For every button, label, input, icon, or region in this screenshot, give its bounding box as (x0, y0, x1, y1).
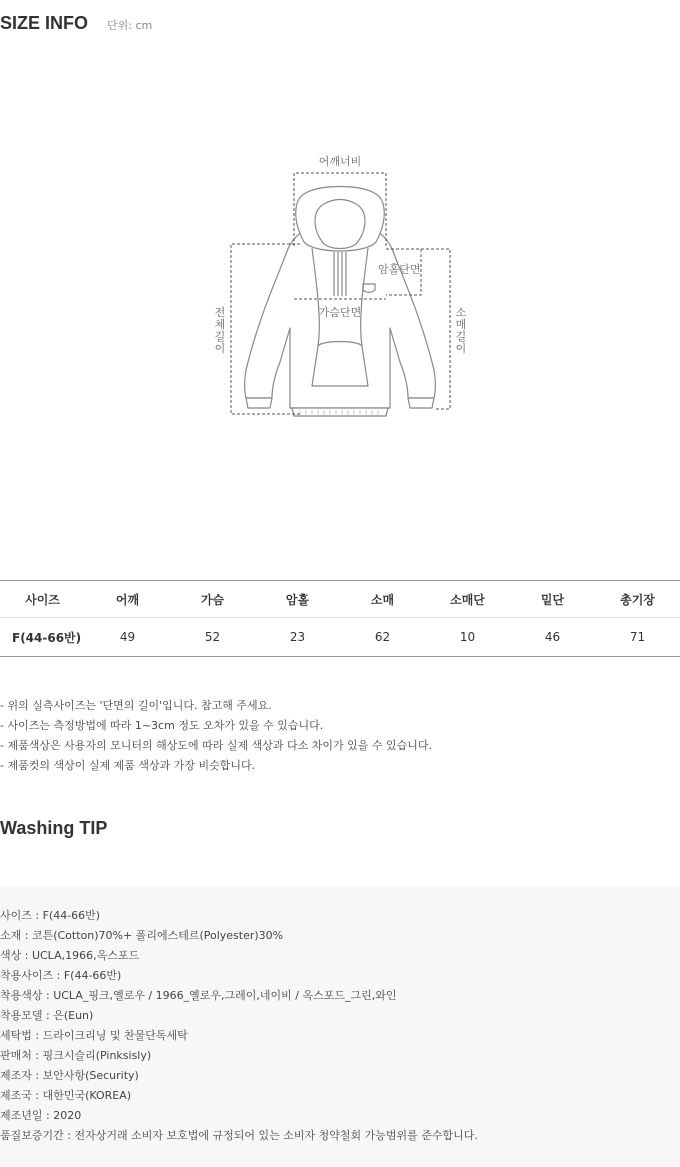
size-notes (0, 696, 432, 776)
list-item: - 제품컷의 색상이 실제 제품 색상과 가장 비슷합니다. (0, 759, 256, 772)
info-washing: 세탁법 : 드라이크리닝 및 찬물단독세탁 (0, 1029, 188, 1042)
hood-inner-shape (315, 200, 365, 249)
header-sleeve-cuff: 소매단 (425, 581, 510, 618)
cell-total-length: 71 (595, 618, 680, 657)
info-worn-color: 착용색상 : UCLA_핑크,옐로우 / 1966_옐로우,그레이,네이비 / 옥스포드_그린,와인 (0, 989, 397, 1002)
pocket-shape (312, 342, 368, 387)
armhole-label: 암홀단면 (378, 263, 421, 276)
cell-shoulder: 49 (85, 618, 170, 657)
total-length-char-2: 체 (214, 318, 226, 331)
cell-chest: 52 (170, 618, 255, 657)
total-length-char-4: 이 (214, 342, 226, 355)
info-warranty: 품질보증기간 : 전자상거래 소비자 보호법에 규정되어 있는 소비자 청약철회 가능범위를 준수합니다. (0, 1129, 478, 1142)
info-year: 제조년일 : 2020 (0, 1109, 82, 1122)
total-length-char-1: 전 (214, 306, 226, 319)
total-length-char-3: 길 (214, 330, 226, 343)
size-info-title: SIZE INFO (0, 13, 89, 33)
right-cuff-shape (408, 398, 434, 408)
header-shoulder: 어깨 (85, 581, 170, 618)
info-worn-size: 착용사이즈 : F(44-66반) (0, 969, 122, 982)
header-size: 사이즈 (0, 581, 85, 618)
info-size: 사이즈 : F(44-66반) (0, 909, 101, 922)
header-sleeve: 소매 (340, 581, 425, 618)
info-model: 착용모델 : 은(Eun) (0, 1009, 94, 1022)
sleeve-length-char-1: 소 (455, 306, 467, 319)
info-seller: 판매처 : 핑크시슬리(Pinksisly) (0, 1049, 152, 1062)
list-item: - 제품색상은 사용자의 모니터의 해상도에 따라 실제 색상과 다소 차이가 있을 수 있습니다. (0, 739, 432, 752)
cell-size: F(44-66반) (0, 618, 85, 657)
product-info-list (0, 906, 478, 1146)
washing-tip-title: Washing TIP (0, 818, 108, 838)
shoulder-label: 어깨너비 (318, 155, 362, 168)
info-country: 제조국 : 대한민국(KOREA) (0, 1089, 132, 1102)
header-total-length: 총기장 (595, 581, 680, 618)
hoodie-size-diagram (200, 150, 480, 425)
info-manufacturer: 제조자 : 보안사항(Security) (0, 1069, 139, 1082)
table-row (0, 618, 680, 657)
header-armhole: 암홀 (255, 581, 340, 618)
size-table (0, 580, 680, 657)
list-item: - 사이즈는 측정방법에 따라 1~3cm 정도 오차가 있을 수 있습니다. (0, 719, 324, 732)
chest-label: 가슴단면 (318, 306, 362, 319)
header-hem: 밑단 (510, 581, 595, 618)
left-cuff-shape (246, 398, 272, 408)
size-table-header (0, 581, 680, 618)
cell-sleeve-cuff: 10 (425, 618, 510, 657)
sleeve-length-char-3: 길 (455, 330, 467, 343)
header-chest: 가슴 (170, 581, 255, 618)
info-material: 소재 : 코튼(Cotton)70%+ 폴리에스테르(Polyester)30% (0, 929, 284, 942)
sleeve-length-char-2: 매 (455, 318, 467, 331)
info-color: 색상 : UCLA,1966,옥스포드 (0, 949, 140, 962)
cell-armhole: 23 (255, 618, 340, 657)
unit-label: 단위: cm (107, 19, 153, 32)
sleeve-length-char-4: 이 (455, 342, 467, 355)
cell-sleeve: 62 (340, 618, 425, 657)
cell-hem: 46 (510, 618, 595, 657)
list-item: - 위의 실측사이즈는 '단면의 길이'입니다. 참고해 주세요. (0, 699, 272, 712)
